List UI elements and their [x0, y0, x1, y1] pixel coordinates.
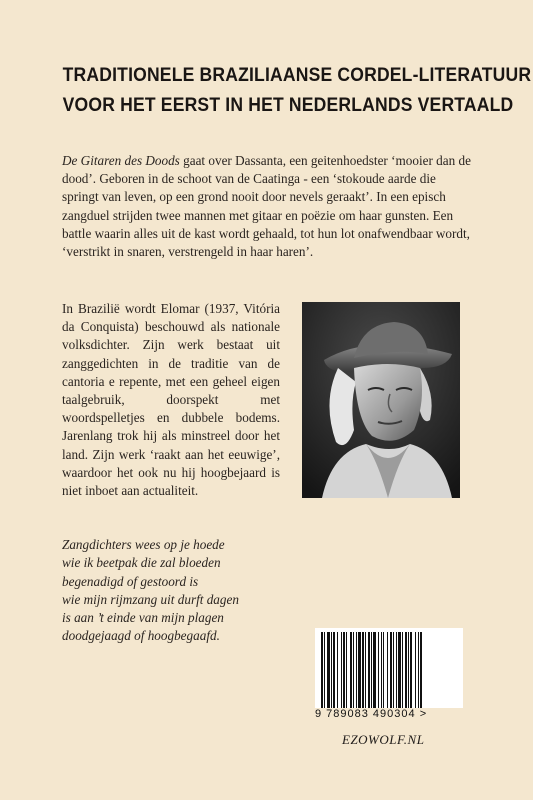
intro-text: gaat over Dassanta, een geitenhoedster ‘mooier dan de dood’. Geboren in de schoot van de Caatinga - een ‘stokoude aarde die springt van leven, op een grond nooit door nevels geraakt’. In een episch zangduel strijden twee mannen met gitaar en poëzie om haar gunsten. Een battle waarin alles uit de kast wordt gehaald, tot hun lot onafwendbaar wordt, ‘verstrikt in snaren, verstrengeld in haar haren’. — [62, 153, 471, 260]
headline-line-2: VOOR HET EERST IN HET NEDERLANDS VERTAALD — [62, 94, 514, 116]
intro-paragraph — [62, 152, 472, 261]
poem-line: wie ik beetpak die zal bloeden — [62, 555, 221, 571]
headline — [62, 60, 532, 120]
author-portrait-image — [302, 302, 460, 498]
poem-excerpt — [62, 536, 239, 646]
book-title: De Gitaren des Doods — [62, 153, 180, 168]
isbn-number: 9 789083 490304 > — [315, 708, 428, 720]
poem-line: is aan ’t einde van mijn plagen — [62, 610, 224, 626]
poem-line: doodgejaagd of hoogbegaafd. — [62, 628, 220, 644]
author-photo — [302, 302, 460, 498]
barcode-bars — [315, 628, 463, 708]
author-bio: In Brazilië wordt Elomar (1937, Vitória da Conquista) beschouwd als nationale volksdichter. Zijn werk bestaat uit zanggedichten in de traditie van de cantoria e repente, met een geheel eigen taalgebruik, doorspekt met woordspelletjes en dubbele bodems. Jarenlang trok hij als minstreel door het land. Zijn werk ‘raakt aan het eeuwige’, waardoor het ook nu hij hoogbejaard is niet inboet aan actualiteit. — [62, 301, 280, 499]
publisher-url: EZOWOLF.NL — [342, 732, 425, 747]
headline-line-1: TRADITIONELE BRAZILIAANSE CORDEL-LITERATUUR — [62, 64, 532, 86]
isbn-barcode — [315, 628, 463, 708]
poem-line: Zangdichters wees op je hoede — [62, 537, 225, 552]
poem-line: begenadigd of gestoord is — [62, 573, 199, 589]
poem-line: wie mijn rijmzang uit durft dagen — [62, 591, 239, 607]
